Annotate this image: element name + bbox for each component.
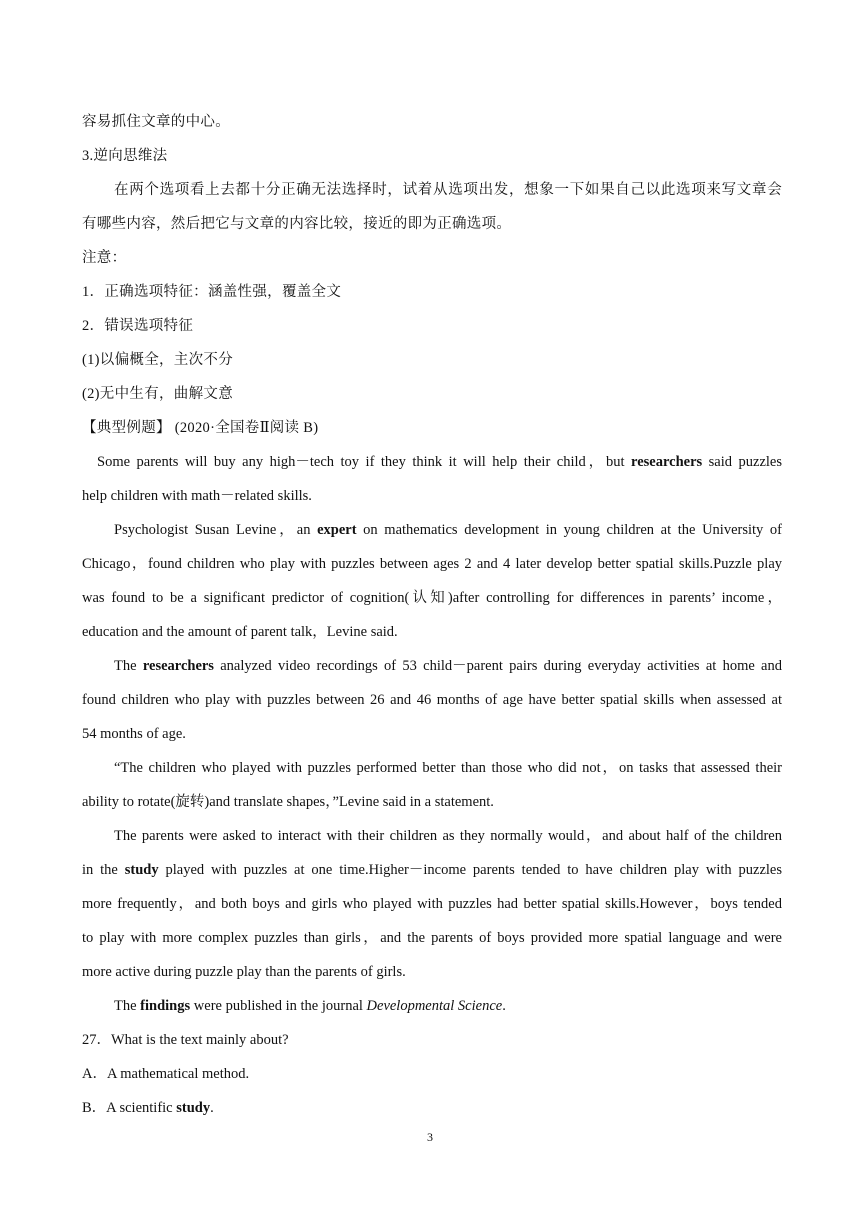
passage-p1-line-1 — [97, 452, 782, 472]
passage-p3-line-2: found children who play with puzzles between 26 and 46 months of age have better spatial skills when assessed at — [82, 692, 782, 708]
example-label: 【典型例题】 — [82, 420, 171, 436]
keyword-bold: researchers — [142, 658, 214, 674]
keyword-bold: study — [176, 1100, 211, 1116]
note-item-2a: (1)以偏概全，主次不分 — [82, 352, 234, 368]
passage-p4-line-1: “The children who played with puzzles performed better than those who did not，on tasks that assessed their — [114, 760, 782, 776]
text-run: on mathematics development in young children at the University of — [356, 522, 782, 538]
text-run: . — [502, 998, 506, 1014]
example-heading — [82, 418, 782, 438]
passage-p5-line-1: The parents were asked to interact with their children as they normally would，and about half of the children — [114, 828, 782, 844]
note-title: 注意： — [82, 250, 127, 266]
option-b — [82, 1098, 782, 1118]
keyword-bold: findings — [140, 998, 191, 1014]
keyword-bold: expert — [317, 522, 357, 538]
passage-p5-line-3: more frequently，and both boys and girls who played with puzzles had better spatial skills.However，boys tended — [82, 896, 782, 912]
page-number: 3 — [427, 1130, 433, 1144]
text-run: said puzzles — [702, 454, 782, 470]
intro-continuation: 容易抓住文章的中心。 — [82, 114, 230, 130]
method3-line-1: 在两个选项看上去都十分正确无法选择时，试着从选项出发，想象一下如果自己以此选项来写文章会 — [114, 182, 782, 198]
text-run: in the — [82, 862, 125, 878]
passage-p2-line-3: was found to be a significant predictor of cognition(认知)after controlling for differences in parents’ income， — [82, 590, 782, 606]
text-run: The — [114, 998, 141, 1014]
note-item-1: 1．正确选项特征：涵盖性强，覆盖全文 — [82, 284, 342, 300]
option-a: A．A mathematical method. — [82, 1066, 250, 1082]
method3-title: 3.逆向思维法 — [82, 148, 168, 164]
journal-name: Developmental Science — [366, 998, 503, 1014]
method3-line-2: 有哪些内容，然后把它与文章的内容比较，接近的即为正确选项。 — [82, 216, 512, 232]
passage-p2-line-2: Chicago，found children who play with puzzles between ages 2 and 4 later develop better spatial skills.Puzzle play — [82, 556, 782, 572]
keyword-bold: researchers — [631, 454, 703, 470]
passage-p3-line-1 — [114, 656, 782, 676]
question-stem: 27．What is the text mainly about? — [82, 1032, 289, 1048]
passage-p1-line-2: help children with math－related skills. — [82, 488, 312, 504]
keyword-bold: study — [124, 862, 159, 878]
passage-p5-line-5: more active during puzzle play than the parents of girls. — [82, 964, 406, 980]
note-item-2b: (2)无中生有，曲解文意 — [82, 386, 234, 402]
text-run: The — [114, 658, 143, 674]
passage-p5-line-2 — [82, 860, 782, 880]
text-run: Some parents will buy any high－tech toy if they think it will help their child，but — [97, 454, 632, 470]
passage-p2-line-1 — [114, 520, 782, 540]
text-run: were published in the journal — [190, 998, 367, 1014]
passage-p3-line-3: 54 months of age. — [82, 726, 186, 742]
passage-p4-line-2: ability to rotate(旋转)and translate shapes，”Levine said in a statement. — [82, 794, 494, 810]
passage-p2-line-4: education and the amount of parent talk，Levine said. — [82, 624, 398, 640]
example-source: (2020·全国卷Ⅱ阅读 B) — [174, 420, 319, 436]
passage-p5-line-4: to play with more complex puzzles than girls，and the parents of boys provided more spatial language and were — [82, 930, 782, 946]
text-run: . — [210, 1100, 214, 1116]
text-run: Psychologist Susan Levine，an — [114, 522, 318, 538]
text-run: analyzed video recordings of 53 child－parent pairs during everyday activities at home and — [213, 658, 782, 674]
note-item-2: 2．错误选项特征 — [82, 318, 194, 334]
text-run: played with puzzles at one time.Higher－income parents tended to have children play with puzzles — [158, 862, 782, 878]
text-run: B．A scientific — [82, 1100, 177, 1116]
passage-p6-line-1 — [114, 996, 782, 1016]
